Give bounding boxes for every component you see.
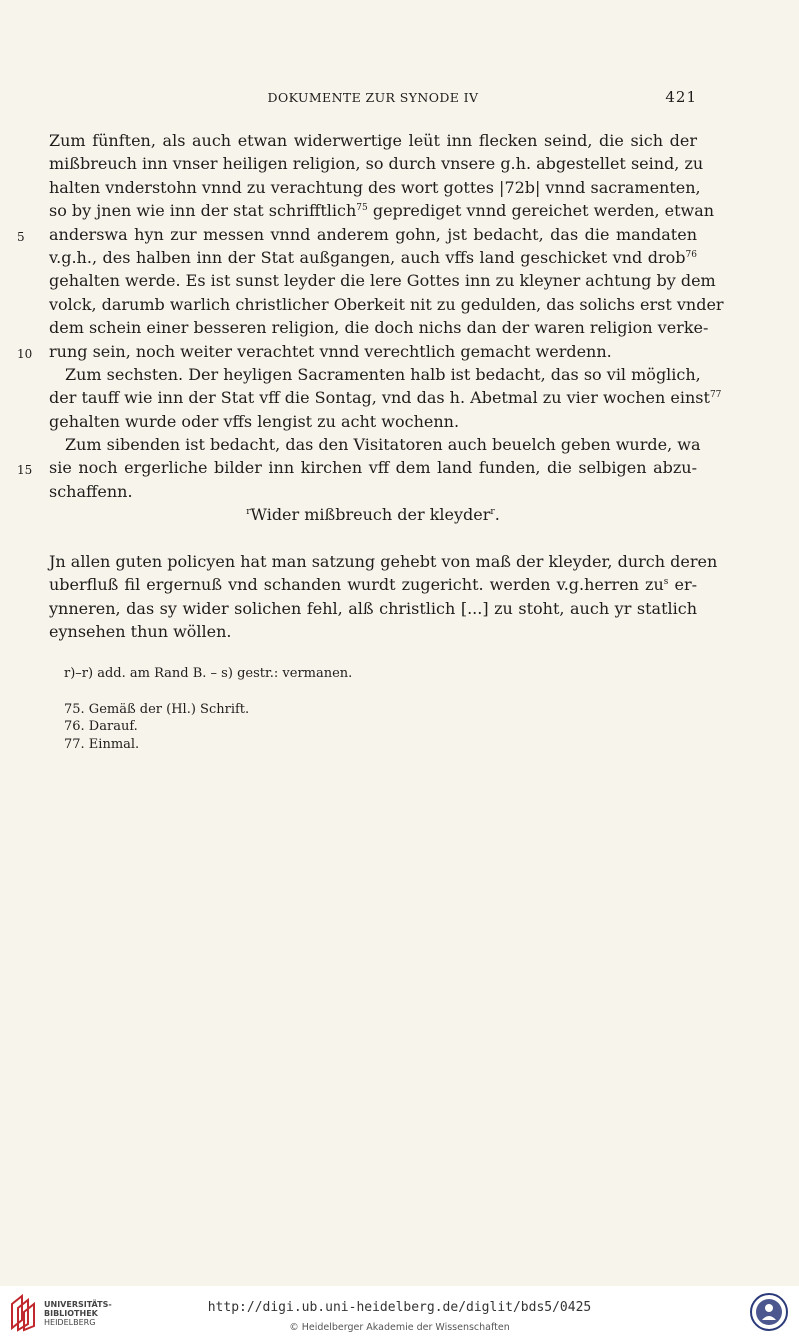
text-segment: volck, darumb warlich christlicher Oberkeit nit zu gedulden, das solichs erst vnder	[49, 294, 724, 314]
text-line	[49, 410, 697, 433]
text-segment: gehalten werde. Es ist sunst leyder die lere Gottes inn zu kleyner achtung by dem	[49, 271, 716, 291]
text-segment: gehalten wurde oder vffs lengist zu acht wochenn.	[49, 411, 460, 431]
footnote-marker: 77	[709, 390, 722, 401]
text-line	[49, 199, 715, 222]
running-head-title: DOKUMENTE ZUR SYNODE IV	[267, 90, 479, 105]
library-name: UNIVERSITÄTS- BIBLIOTHEK HEIDELBERG	[44, 1300, 112, 1327]
page-number: 421	[665, 88, 697, 106]
line-number: 10	[17, 346, 33, 361]
text-segment: eynsehen thun wöllen.	[49, 622, 232, 642]
footnote-75: 75. Gemäß der (Hl.) Schrift.	[64, 701, 250, 717]
text-segment: Zum sibenden ist bedacht, das den Visitatoren auch beuelch geben wurde, wa	[65, 435, 701, 455]
notes	[64, 665, 684, 753]
text-line	[49, 246, 697, 269]
text-line	[49, 152, 704, 175]
footnote-77: 77. Einmal.	[64, 736, 140, 752]
text-segment: mißbreuch inn vnser heiligen religion, so durch vnsere g.h. abgestellet seind, zu	[49, 154, 704, 174]
text-segment: der tauff wie inn der Stat vff die Sontag, vnd das h. Abetmal zu vier wochen einst	[49, 388, 710, 408]
text-segment: Wider mißbreuch der kleyder	[250, 505, 491, 525]
footnote-marker: r	[490, 507, 495, 518]
footnote-marker: 75	[356, 203, 368, 214]
text-line	[49, 129, 697, 152]
footnote-marker: 76	[685, 249, 697, 260]
text-line	[49, 433, 701, 456]
text-segment: .	[494, 505, 500, 525]
text-line	[49, 620, 697, 643]
text-segment: geprediget vnnd gereichet werden, etwan	[367, 201, 715, 221]
text-segment: v.g.h., des halben inn der Stat außgangen, auch vffs land geschicket vnd drob	[49, 247, 686, 267]
line-number: 15	[17, 463, 33, 478]
text-line	[49, 363, 701, 386]
text-line	[49, 269, 716, 292]
text-line	[17, 456, 697, 479]
text-segment: uberfluß fil ergernuß vnd schanden wurdt zugericht. werden v.g.herren zu	[49, 575, 664, 595]
text-segment: halten vnderstohn vnnd zu verachtung des wort gottes |72b| vnnd sacramenten,	[49, 177, 701, 197]
text-segment: rung sein, noch weiter verachtet vnnd verechtlich gemacht werdenn.	[49, 341, 612, 361]
copyright-notice: © Heidelberger Akademie der Wissenschaften	[289, 1322, 510, 1333]
main-text	[17, 129, 724, 644]
text-segment: sie noch ergerliche bilder inn kirchen vff dem land funden, die selbigen abzu-	[49, 458, 697, 478]
blank-line	[49, 527, 697, 550]
text-line	[49, 597, 697, 620]
text-line	[49, 480, 697, 503]
footnote-marker: r	[246, 507, 251, 518]
critical-apparatus: r)–r) add. am Rand B. – s) gestr.: vermanen.	[64, 666, 353, 681]
footer-bar	[0, 1286, 799, 1344]
text-line	[49, 316, 709, 339]
running-head	[49, 90, 697, 108]
text-line	[17, 223, 697, 246]
academy-seal-icon	[749, 1292, 789, 1332]
text-line	[49, 573, 697, 596]
text-segment: so by jnen wie inn der stat schrifftlich	[49, 201, 357, 221]
text-segment: er-	[668, 575, 698, 595]
permalink-url[interactable]: http://digi.ub.uni-heidelberg.de/diglit/bds5/0425	[207, 1300, 592, 1315]
text-segment: Zum fünften, als auch etwan widerwertige leüt inn flecken seind, die sich der	[49, 131, 697, 150]
footnote-76: 76. Darauf.	[64, 719, 138, 734]
footnote-marker: s	[663, 577, 669, 588]
text-line	[49, 503, 697, 526]
text-line	[49, 293, 724, 316]
text-line	[49, 176, 701, 199]
text-line	[49, 386, 722, 409]
line-number: 5	[17, 229, 25, 244]
text-segment: Zum sechsten. Der heyligen Sacramenten halb ist bedacht, das so vil möglich,	[65, 364, 701, 384]
text-segment: Jn allen guten policyen hat man satzung gehebt von maß der kleyder, durch deren	[49, 552, 718, 572]
text-segment: dem schein einer besseren religion, die doch nichs dan der waren religion verke-	[49, 318, 709, 338]
text-line	[49, 550, 718, 573]
text-segment: anderswa hyn zur messen vnnd anderem gohn, jst bedacht, das die mandaten	[49, 224, 697, 244]
text-line	[17, 340, 697, 363]
text-segment: ynneren, das sy wider solichen fehl, alß christlich [...] zu stoht, auch yr statlich	[49, 598, 697, 618]
text-segment: schaffenn.	[49, 481, 133, 501]
